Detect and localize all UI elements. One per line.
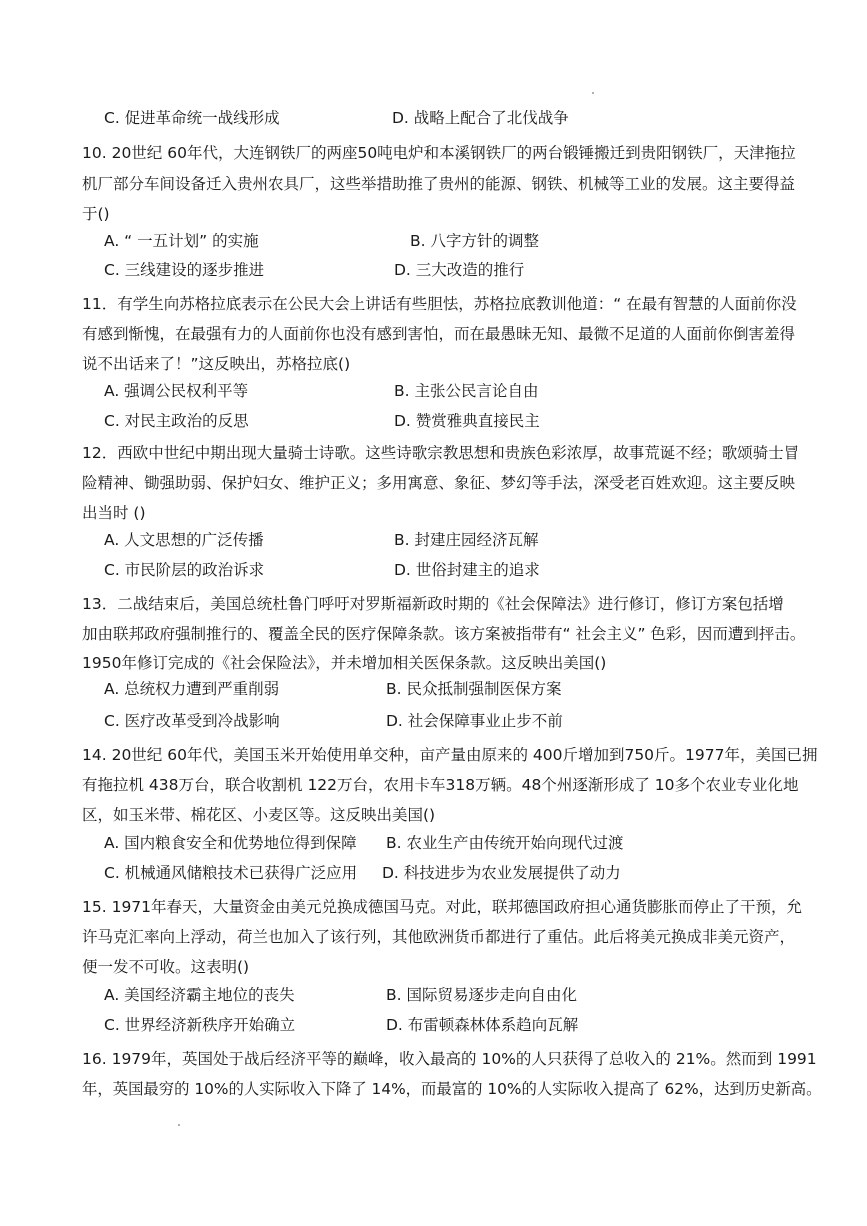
q10-stem-line-2: 机厂部分车间设备迁入贵州农具厂，这些举措助推了贵州的能源、钢铁、机械等工业的发展。这主要得益 xyxy=(82,175,796,193)
q10-option-c: C. 三线建设的逐步推进 xyxy=(104,261,265,279)
q10-option-d: D. 三大改造的推行 xyxy=(394,261,525,279)
q15-option-b: B. 国际贸易逐步走向自由化 xyxy=(386,986,577,1004)
q14-stem-line-1: 14. 20世纪 60年代，美国玉米开始使用单交种，亩产量由原来的 400斤增加到750斤。1977年，美国已拥 xyxy=(82,746,818,764)
q11-option-b: B. 主张公民言论自由 xyxy=(394,382,539,400)
q11-stem-line-1: 11．有学生向苏格拉底表示在公民大会上讲话有些胆怯，苏格拉底教训他道：“ 在最有智慧的人面前你没 xyxy=(82,295,797,313)
q11-options-row-1 xyxy=(104,381,824,401)
q14-options-row-2 xyxy=(104,863,824,883)
q10-stem-line-3: 于() xyxy=(82,205,110,223)
q9-option-d: D. 战略上配合了北伐战争 xyxy=(392,109,569,127)
q15-option-d: D. 布雷顿森林体系趋向瓦解 xyxy=(386,1016,579,1034)
scan-dot xyxy=(592,92,594,94)
q12-stem-line-1: 12．西欧中世纪中期出现大量骑士诗歌。这些诗歌宗教思想和贵族色彩浓厚，故事荒诞不经；歌颂骑士冒 xyxy=(82,444,800,462)
q16-stem-line-2: 年，英国最穷的 10%的人实际收入下降了 14%，而最富的 10%的人实际收入提高了 62%，达到历史新高。 xyxy=(82,1080,822,1098)
q15-stem-line-1: 15. 1971年春天，大量资金由美元兑换成德国马克。对此，联邦德国政府担心通货膨胀而停止了干预，允 xyxy=(82,898,803,916)
q9-options-row-2 xyxy=(104,108,824,128)
q10-options-row-2 xyxy=(104,260,824,280)
q12-option-a: A. 人文思想的广泛传播 xyxy=(104,531,264,549)
q13-options-row-1 xyxy=(104,679,824,699)
q15-option-a: A. 美国经济霸主地位的丧失 xyxy=(104,986,295,1004)
q12-option-b: B. 封建庄园经济瓦解 xyxy=(394,531,539,549)
q16-stem-line-1: 16. 1979年，英国处于战后经济平等的巅峰，收入最高的 10%的人只获得了总收入的 21%。然而到 1991 xyxy=(82,1050,817,1068)
q14-option-a: A. 国内粮食安全和优势地位得到保障 xyxy=(104,834,357,852)
q13-option-d: D. 社会保障事业止步不前 xyxy=(386,712,563,730)
q13-options-row-2 xyxy=(104,711,824,731)
q10-option-b: B. 八字方针的调整 xyxy=(410,232,539,250)
q11-options-row-2 xyxy=(104,411,824,431)
q14-options-row-1 xyxy=(104,833,824,853)
q13-stem-line-1: 13．二战结束后，美国总统杜鲁门呼吁对罗斯福新政时期的《社会保障法》进行修订，修订方案包括增 xyxy=(82,595,784,613)
q11-option-c: C. 对民主政治的反思 xyxy=(104,412,249,430)
q9-option-c: C. 促进革命统一战线形成 xyxy=(104,109,280,127)
q11-option-a: A. 强调公民权利平等 xyxy=(104,382,249,400)
q11-stem-line-3: 说不出话来了！”这反映出，苏格拉底() xyxy=(82,355,351,373)
q12-options-row-1 xyxy=(104,530,824,550)
scan-dot xyxy=(178,1124,180,1126)
q11-option-d: D. 赞赏雅典直接民主 xyxy=(394,412,540,430)
q14-option-b: B. 农业生产由传统开始向现代过渡 xyxy=(386,834,624,852)
q12-stem-line-2: 险精神、锄强助弱、保护妇女、维护正义；多用寓意、象征、梦幻等手法，深受老百姓欢迎。这主要反映 xyxy=(82,474,796,492)
q14-stem-line-3: 区，如玉米带、棉花区、小麦区等。这反映出美国() xyxy=(82,806,436,824)
q10-option-a: A. “ 一五计划” 的实施 xyxy=(104,232,259,250)
q12-option-c: C. 市民阶层的政治诉求 xyxy=(104,561,265,579)
q15-stem-line-3: 便一发不可收。这表明() xyxy=(82,958,250,976)
q13-option-b: B. 民众抵制强制医保方案 xyxy=(386,680,562,698)
q11-stem-line-2: 有感到惭愧，在最强有力的人面前你也没有感到害怕，而在最愚昧无知、最微不足道的人面前你倒害羞得 xyxy=(82,325,796,343)
q12-options-row-2 xyxy=(104,560,824,580)
q13-option-a: A. 总统权力遭到严重削弱 xyxy=(104,680,280,698)
q12-option-d: D. 世俗封建主的追求 xyxy=(394,561,540,579)
q10-stem-line-1: 10. 20世纪 60年代，大连钢铁厂的两座50吨电炉和本溪钢铁厂的两台锻锤搬迁到贵阳钢铁厂，天津拖拉 xyxy=(82,144,796,162)
q14-option-c: C. 机械通风储粮技术已获得广泛应用 xyxy=(104,864,358,882)
q14-stem-line-2: 有拖拉机 438万台，联合收割机 122万台，农用卡车318万辆。48个州逐渐形成了 10多个农业专业化地 xyxy=(82,776,799,794)
q13-stem-line-3: 1950年修订完成的《社会保险法》，并未增加相关医保条款。这反映出美国() xyxy=(82,654,607,672)
q15-options-row-2 xyxy=(104,1015,824,1035)
q10-options-row-1 xyxy=(104,231,824,251)
q13-stem-line-2: 加由联邦政府强制推行的、覆盖全民的医疗保障条款。该方案被指带有“ 社会主义” 色彩，因而遭到抨击。 xyxy=(82,625,806,643)
q12-stem-line-3: 出当时 () xyxy=(82,504,146,522)
q15-option-c: C. 世界经济新秩序开始确立 xyxy=(104,1016,296,1034)
q15-options-row-1 xyxy=(104,985,824,1005)
q14-option-d: D. 科技进步为农业发展提供了动力 xyxy=(382,864,621,882)
q13-option-c: C. 医疗改革受到冷战影响 xyxy=(104,712,280,730)
q15-stem-line-2: 许马克汇率向上浮动，荷兰也加入了该行列，其他欧洲货币都进行了重估。此后将美元换成非美元资产， xyxy=(82,928,796,946)
